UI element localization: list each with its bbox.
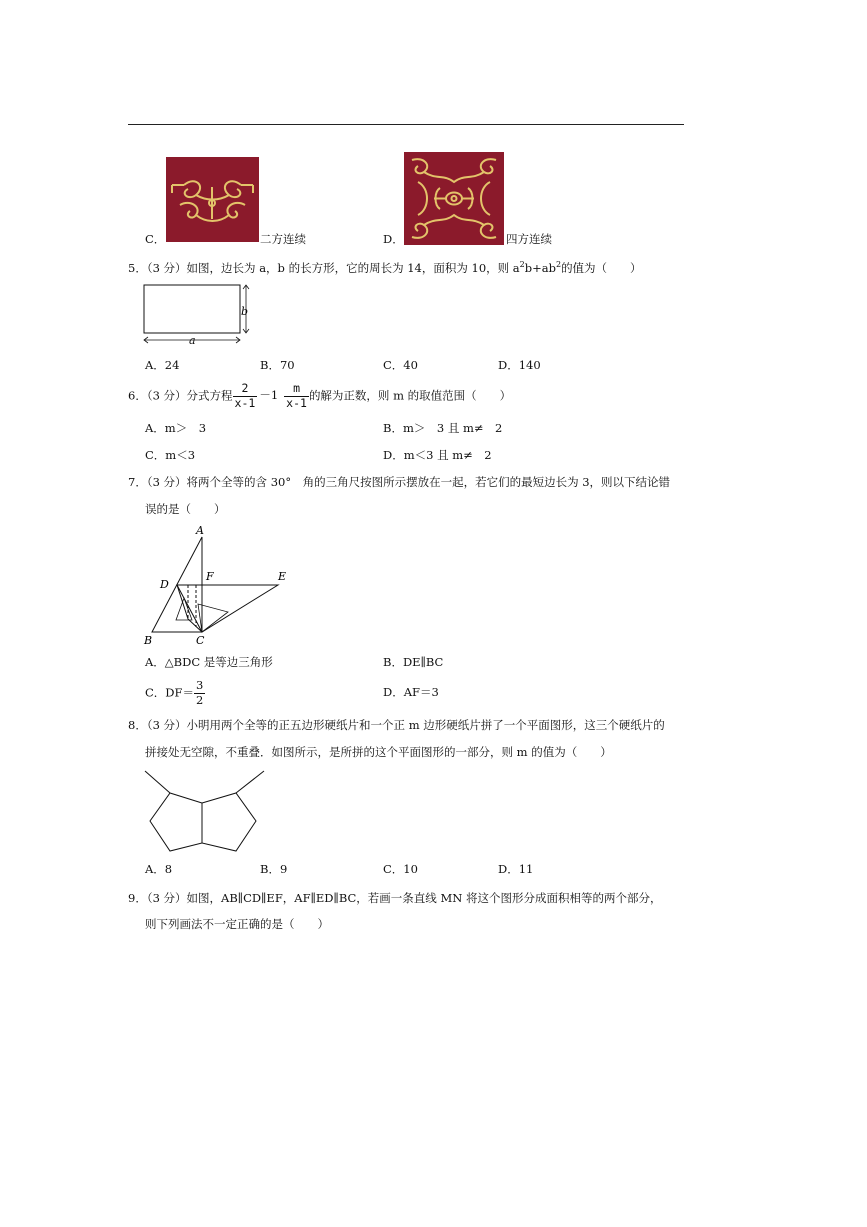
q7-option-a[interactable]: A．△BDC 是等边三角形 bbox=[145, 655, 273, 669]
q5-option-b[interactable]: B．70 bbox=[260, 358, 295, 372]
q6-stem bbox=[128, 382, 511, 411]
q6-option-c[interactable]: C．m＜3 bbox=[145, 448, 196, 462]
q8-edge-right bbox=[236, 771, 264, 793]
q5-option-a[interactable]: A．24 bbox=[145, 358, 180, 372]
q7-option-c[interactable] bbox=[145, 679, 205, 708]
q5-stem bbox=[128, 260, 642, 276]
q6-option-d[interactable]: D．m＜3 且 m≠ 2 bbox=[383, 448, 492, 462]
q7-label-e: E bbox=[278, 570, 287, 583]
q8-stem-line1: 8．（3 分）小明用两个全等的正五边形硬纸片和一个正 m 边形硬纸片拼了一个平面图形，这三个硬纸片的 bbox=[128, 718, 665, 732]
q7-label-a: A bbox=[196, 524, 204, 537]
four-way-pattern-image bbox=[404, 152, 504, 245]
q7-stem-line1: 7．（3 分）将两个全等的含 30° 角的三角尺按图所示摆放在一起，若它们的最短边长为 3，则以下结论错 bbox=[128, 475, 671, 489]
q9-stem-line2: 则下列画法不一定正确的是（ ） bbox=[145, 917, 329, 931]
q6-frac2-den: x-1 bbox=[286, 395, 307, 410]
q7-label-c: C bbox=[196, 634, 205, 647]
q6-stem-part2: 的解为正数，则 m 的取值范围（ ） bbox=[308, 388, 512, 403]
q7-option-d[interactable]: D．AF＝3 bbox=[383, 685, 439, 699]
q7-option-c-den: 2 bbox=[196, 692, 204, 707]
q7-label-b: B bbox=[144, 634, 153, 647]
q7-option-b[interactable]: B．DE∥BC bbox=[383, 655, 444, 669]
q6-frac2-num: m bbox=[284, 382, 309, 397]
q7-triangle-dec bbox=[177, 585, 278, 632]
q7-triangles-figure bbox=[140, 522, 290, 650]
q5-stem-part1: 5．（3 分）如图，边长为 a，b 的长方形，它的周长为 14，面积为 10，则 a bbox=[128, 260, 520, 275]
q8-pentagon-right bbox=[202, 793, 256, 851]
q6-frac1-num: 2 bbox=[233, 382, 258, 397]
q8-option-d[interactable]: D．11 bbox=[498, 862, 534, 876]
q7-label-d: D bbox=[160, 578, 169, 591]
q6-fraction-1 bbox=[233, 382, 258, 411]
q6-option-b[interactable]: B．m＞ 3 且 m≠ 2 bbox=[383, 421, 503, 435]
q8-option-c[interactable]: C．10 bbox=[383, 862, 418, 876]
q5-option-c[interactable]: C．40 bbox=[383, 358, 418, 372]
q7-option-c-prefix: C．DF＝ bbox=[145, 685, 194, 700]
header-rule bbox=[128, 124, 684, 125]
q6-stem-part1: 6．（3 分）分式方程 bbox=[128, 388, 233, 403]
q5-rectangle-figure bbox=[138, 280, 253, 348]
q7-option-c-num: 3 bbox=[196, 678, 204, 692]
q8-pentagons-figure bbox=[140, 765, 270, 857]
q6-option-a[interactable]: A．m＞ 3 bbox=[145, 421, 207, 435]
two-way-pattern-icon bbox=[166, 157, 259, 242]
q4-option-d-label: D． bbox=[383, 232, 404, 246]
four-way-pattern-icon bbox=[404, 152, 504, 245]
q5-label-a: a bbox=[189, 334, 196, 347]
q6-frac1-den: x-1 bbox=[234, 395, 256, 410]
q6-fraction-2 bbox=[284, 382, 309, 411]
q5-stem-part2: b+ab bbox=[524, 260, 556, 275]
q7-option-c-fraction bbox=[194, 679, 205, 708]
q4-option-d-caption: 四方连续 bbox=[506, 232, 552, 246]
q5-sup2: 2 bbox=[555, 260, 562, 269]
q8-stem-line2: 拼接处无空隙，不重叠．如图所示，是所拼的这个平面图形的一部分，则 m 的值为（ ） bbox=[145, 745, 612, 759]
q5-rectangle bbox=[144, 285, 240, 333]
q8-edge-left bbox=[145, 771, 170, 793]
q8-option-b[interactable]: B．9 bbox=[260, 862, 288, 876]
q7-stem-line2: 误的是（ ） bbox=[145, 502, 226, 516]
two-way-pattern-image bbox=[166, 157, 259, 242]
q5-option-d[interactable]: D．140 bbox=[498, 358, 541, 372]
q8-option-a[interactable]: A．8 bbox=[145, 862, 173, 876]
q7-label-f: F bbox=[206, 570, 214, 583]
q4-option-c-label: C． bbox=[145, 232, 166, 246]
q8-pentagon-left bbox=[150, 793, 202, 851]
q5-stem-part3: 的值为（ ） bbox=[561, 260, 642, 275]
q6-minus-one: －1 bbox=[259, 388, 279, 403]
q5-sup1: 2 bbox=[519, 260, 525, 269]
q9-stem-line1: 9．（3 分）如图，AB∥CD∥EF，AF∥ED∥BC，若画一条直线 MN 将这个图形分成面积相等的两个部分， bbox=[128, 891, 662, 905]
q4-option-c-caption: 二方连续 bbox=[260, 232, 306, 246]
q5-label-b: b bbox=[241, 305, 249, 318]
